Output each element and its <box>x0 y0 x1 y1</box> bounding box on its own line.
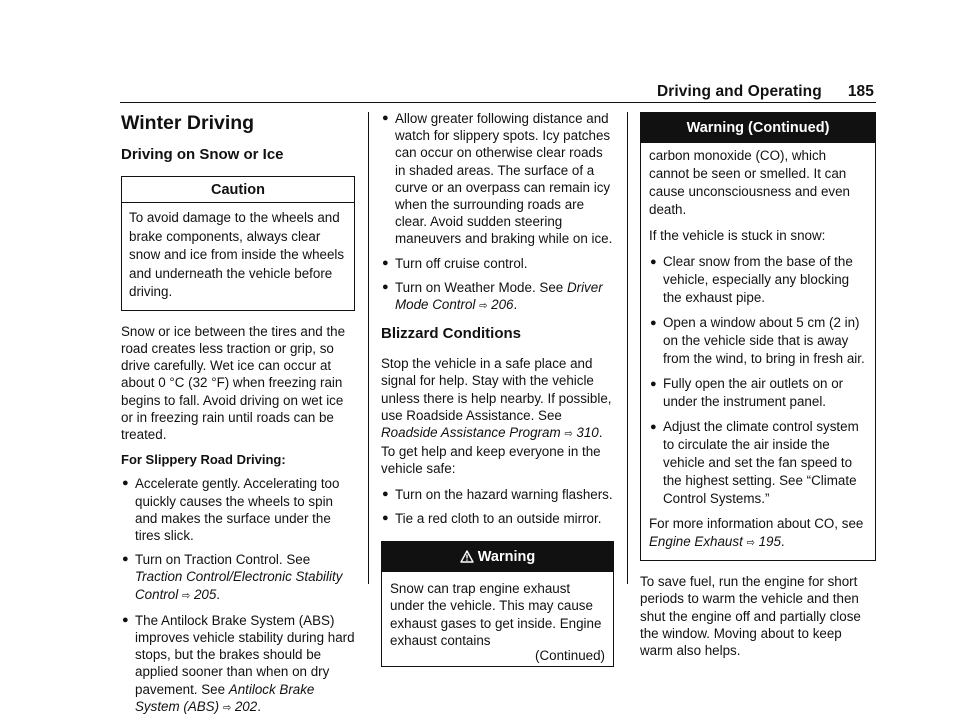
bullet-list <box>121 475 355 717</box>
subsection-heading: Blizzard Conditions <box>381 325 521 343</box>
list-item: ● Allow greater following distance and watch for slippery spots. Icy patches can occur on otherwise clear roads in shaded areas. The surface of a curve or an overpass can remain icy when the surrounding roads are clear. Avoid sudden steering maneuvers and braking while on ice. <box>382 111 613 247</box>
caution-heading: Caution <box>211 182 265 198</box>
bullet-icon: ● <box>650 317 657 330</box>
list-item: ● Adjust the climate control system to circulate the air inside the vehicle and set the fan speed to the highest setting. See “Climate Control Systems.” <box>650 419 859 507</box>
page-header <box>657 83 874 101</box>
header-rule <box>120 102 876 103</box>
bullet-icon: ● <box>122 553 129 566</box>
subsection-heading: Driving on Snow or Ice <box>121 146 284 163</box>
list-item: ● Turn on Weather Mode. See Driver Mode Control ⇨ 206. <box>382 279 603 313</box>
cross-reference-link[interactable]: Roadside Assistance Program ⇨ 310 <box>381 425 599 441</box>
page-arrow-icon: ⇨ <box>479 300 488 313</box>
list-item: ● Open a window about 5 cm (2 in) on the vehicle side that is away from the wind, to bring in fresh air. <box>650 315 865 367</box>
paragraph: Snow or ice between the tires and the road creates less traction or grip, so drive carefully. Wet ice can occur at about 0 °C (32 °F) when freezing rain begins to fall. Avoid driving on wet ice or in freezing rain until roads can be treated. <box>121 323 346 442</box>
bullet-icon: ● <box>122 613 129 626</box>
bullet-icon: ● <box>650 378 657 391</box>
warning-text: carbon monoxide (CO), which cannot be seen or smelled. It can cause unconsciousness and even death. <box>649 148 850 218</box>
warning-box <box>381 541 614 667</box>
warning-continued-heading: Warning (Continued) <box>641 113 875 143</box>
column-divider <box>627 112 628 584</box>
column-3 <box>640 112 876 667</box>
list-item: ● Accelerate gently. Accelerating too quickly causes the wheels to spin and makes the surface under the tires slick. <box>122 476 340 543</box>
caution-text: To avoid damage to the wheels and brake components, always clear snow and ice from inside the wheels and underneath the vehicle before driving. <box>122 202 354 310</box>
bullet-icon: ● <box>122 477 129 490</box>
list-item: ● Turn on the hazard warning flashers. <box>382 486 613 502</box>
caution-box <box>121 176 355 311</box>
list-item: ● Turn off cruise control. <box>382 255 528 271</box>
paragraph: To save fuel, run the engine for short periods to warm the vehicle and then shut the engine off and partially close the window. Moving about to keep warm also helps. <box>640 574 861 659</box>
warning-text: Snow can trap engine exhaust under the vehicle. This may cause exhaust gases to get inside. Engine exhaust contains <box>390 581 602 648</box>
bullet-icon: ● <box>382 487 389 500</box>
column-2 <box>381 110 614 679</box>
page-arrow-icon: ⇨ <box>181 589 191 602</box>
list-heading: For Slippery Road Driving: <box>121 452 286 468</box>
bullet-list <box>381 110 614 315</box>
page-arrow-icon: ⇨ <box>222 701 232 714</box>
list-item: ● The Antilock Brake System (ABS) improves vehicle stability during hard stops, but the brakes should be applied sooner than when on dry pavement. See Antilock Brake System (ABS) ⇨ 202. <box>122 612 355 714</box>
page-arrow-icon: ⇨ <box>564 428 573 441</box>
cross-reference-link[interactable]: Driver Mode Control ⇨ 206 <box>395 279 603 313</box>
section-title: Driving and Operating <box>656 83 822 100</box>
warning-text: For more information about CO, see Engine Exhaust ⇨ 195. <box>649 516 864 550</box>
bullet-icon: ● <box>382 256 389 269</box>
warning-text: If the vehicle is stuck in snow: <box>649 228 826 244</box>
bullet-list <box>649 253 867 508</box>
section-heading: Winter Driving <box>121 112 255 134</box>
continued-label: (Continued) <box>535 648 605 664</box>
warning-heading: Warning <box>382 542 613 572</box>
bullet-icon: ● <box>382 112 389 124</box>
bullet-icon: ● <box>382 280 389 293</box>
bullet-icon: ● <box>382 511 389 524</box>
bullet-icon: ● <box>650 256 657 269</box>
bullet-list <box>381 486 614 527</box>
cross-reference-link[interactable]: Engine Exhaust ⇨ 195 <box>649 534 781 550</box>
list-item: ● Turn on Traction Control. See Traction Control/Electronic Stability Control ⇨ 205. <box>122 552 343 602</box>
list-item: ● Fully open the air outlets on or under the instrument panel. <box>650 376 844 410</box>
warning-triangle-icon <box>460 550 474 563</box>
cross-reference-link[interactable]: Traction Control/Electronic Stability Control ⇨ 205 <box>135 569 343 602</box>
page-arrow-icon: ⇨ <box>746 537 755 550</box>
cross-reference-link[interactable]: Antilock Brake System (ABS) ⇨ 202 <box>135 681 315 714</box>
list-item: ● Tie a red cloth to an outside mirror. <box>382 510 602 526</box>
column-1 <box>121 112 355 724</box>
list-item: ● Clear snow from the base of the vehicle, especially any blocking the exhaust pipe. <box>650 254 853 306</box>
warning-continued-box <box>640 112 876 561</box>
bullet-icon: ● <box>650 421 657 434</box>
paragraph: Stop the vehicle in a safe place and signal for help. Stay with the vehicle unless there is help nearby. If possible, use Roadside Assistance. See Roadside Assistance Program ⇨ 310. To get help and keep everyone in the vehicle safe: <box>381 356 612 477</box>
page-number: 185 <box>847 83 874 100</box>
column-divider <box>368 112 369 584</box>
